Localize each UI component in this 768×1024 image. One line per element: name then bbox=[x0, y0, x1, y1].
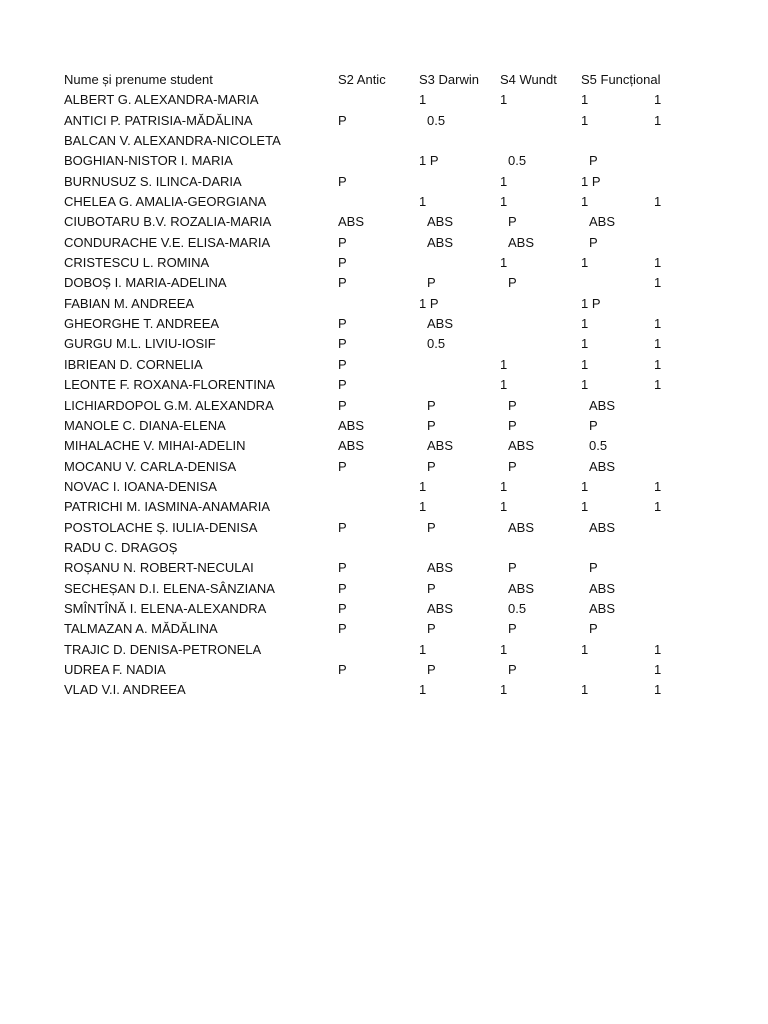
grade-cell-s5: 1 bbox=[581, 316, 589, 332]
grade-cell-s4: 0.5 bbox=[508, 600, 527, 616]
grade-cell-s6: 1 bbox=[654, 682, 662, 698]
table-row bbox=[64, 599, 664, 619]
grade-cell-s6: 1 bbox=[654, 275, 662, 291]
grade-cell-s5: ABS bbox=[589, 580, 616, 596]
grade-cell-s5: 1 bbox=[581, 255, 589, 271]
grade-cell-s2: P bbox=[338, 397, 347, 413]
grade-cell-s6: 1 bbox=[654, 641, 662, 657]
table-row bbox=[64, 273, 664, 293]
grade-cell-s5: ABS bbox=[589, 214, 616, 230]
grade-cell-s4: 1 bbox=[500, 255, 508, 271]
grade-cell-s5: P bbox=[589, 417, 598, 433]
table-row bbox=[64, 212, 664, 232]
header-name: Nume și prenume student bbox=[64, 72, 213, 87]
grade-cell-s4: P bbox=[508, 397, 517, 413]
table-row bbox=[64, 172, 664, 192]
grade-cell-s3: P bbox=[427, 580, 436, 596]
grade-cell-s5: P bbox=[589, 621, 598, 637]
table-row bbox=[64, 294, 664, 314]
student-name: POSTOLACHE Ș. IULIA-DENISA bbox=[64, 519, 258, 535]
table-row bbox=[64, 640, 664, 660]
student-name: MIHALACHE V. MIHAI-ADELIN bbox=[64, 438, 246, 454]
grade-cell-s2: P bbox=[338, 112, 347, 128]
grade-cell-s2: ABS bbox=[338, 438, 365, 454]
grade-cell-s3: 1 bbox=[419, 92, 427, 108]
grade-cell-s3: 0.5 bbox=[427, 112, 446, 128]
student-name: CONDURACHE V.E. ELISA-MARIA bbox=[64, 234, 271, 250]
grade-cell-s4: 1 bbox=[500, 499, 508, 515]
grade-cell-s4: P bbox=[508, 275, 517, 291]
grade-cell-s4: P bbox=[508, 560, 517, 576]
header-s4: S4 Wundt bbox=[500, 72, 557, 87]
grade-cell-s3: ABS bbox=[427, 316, 454, 332]
grade-cell-s6: 1 bbox=[654, 377, 662, 393]
grade-cell-s4: 1 bbox=[500, 92, 508, 108]
grade-cell-s2: ABS bbox=[338, 417, 365, 433]
student-name: TRAJIC D. DENISA-PETRONELA bbox=[64, 641, 262, 657]
student-name: ALBERT G. ALEXANDRA-MARIA bbox=[64, 92, 259, 108]
student-name: MOCANU V. CARLA-DENISA bbox=[64, 458, 237, 474]
grade-cell-s4: P bbox=[508, 621, 517, 637]
grade-cell-s5: 1 bbox=[581, 641, 589, 657]
grade-cell-s3: P bbox=[427, 661, 436, 677]
grade-cell-s2: P bbox=[338, 275, 347, 291]
student-name: BURNUSUZ S. ILINCA-DARIA bbox=[64, 173, 242, 189]
grade-cell-s4: ABS bbox=[508, 580, 535, 596]
table-row bbox=[64, 579, 664, 599]
grade-cell-s5: 1 bbox=[581, 112, 589, 128]
student-name: CIUBOTARU B.V. ROZALIA-MARIA bbox=[64, 214, 272, 230]
grade-cell-s2: P bbox=[338, 336, 347, 352]
student-name: ANTICI P. PATRISIA-MĂDĂLINA bbox=[64, 112, 253, 128]
grade-cell-s5: ABS bbox=[589, 600, 616, 616]
table-row bbox=[64, 619, 664, 639]
grade-cell-s5: ABS bbox=[589, 458, 616, 474]
grade-cell-s3: 1 bbox=[419, 194, 427, 210]
grade-cell-s3: P bbox=[427, 458, 436, 474]
grade-cell-s5: ABS bbox=[589, 397, 616, 413]
attendance-sheet bbox=[64, 70, 664, 701]
student-name: CRISTESCU L. ROMINA bbox=[64, 255, 210, 271]
grade-cell-s5: P bbox=[589, 560, 598, 576]
grade-cell-s5: 1 bbox=[581, 194, 589, 210]
table-row bbox=[64, 660, 664, 680]
grade-cell-s4: 1 bbox=[500, 194, 508, 210]
student-name: TALMAZAN A. MĂDĂLINA bbox=[64, 621, 218, 637]
grade-cell-s6: 1 bbox=[654, 661, 662, 677]
table-row bbox=[64, 416, 664, 436]
grade-cell-s6: 1 bbox=[654, 194, 662, 210]
grade-cell-s2: P bbox=[338, 560, 347, 576]
grade-cell-s2: P bbox=[338, 600, 347, 616]
grade-cell-s4: ABS bbox=[508, 519, 535, 535]
grade-cell-s4: 1 bbox=[500, 377, 508, 393]
grade-cell-s5: 1 bbox=[581, 478, 589, 494]
grade-cell-s5: 1 bbox=[581, 499, 589, 515]
grade-cell-s3: 1 P bbox=[419, 153, 439, 169]
grade-cell-s2: P bbox=[338, 580, 347, 596]
student-name: LICHIARDOPOL G.M. ALEXANDRA bbox=[64, 397, 274, 413]
table-row bbox=[64, 457, 664, 477]
grade-cell-s2: ABS bbox=[338, 214, 365, 230]
grade-cell-s3: ABS bbox=[427, 560, 454, 576]
table-row bbox=[64, 233, 664, 253]
table-row bbox=[64, 253, 664, 273]
table-row bbox=[64, 355, 664, 375]
header-s5: S5 Funcțional bbox=[581, 72, 661, 87]
grade-cell-s3: 0.5 bbox=[427, 336, 446, 352]
student-name: GURGU M.L. LIVIU-IOSIF bbox=[64, 336, 216, 352]
header-row bbox=[64, 70, 664, 90]
grade-cell-s3: ABS bbox=[427, 438, 454, 454]
grade-cell-s4: 1 bbox=[500, 356, 508, 372]
student-name: NOVAC I. IOANA-DENISA bbox=[64, 478, 217, 494]
grade-cell-s6: 1 bbox=[654, 478, 662, 494]
grade-cell-s3: P bbox=[427, 417, 436, 433]
grade-cell-s6: 1 bbox=[654, 356, 662, 372]
student-name: GHEORGHE T. ANDREEA bbox=[64, 316, 220, 332]
grade-cell-s4: 1 bbox=[500, 682, 508, 698]
table-row bbox=[64, 314, 664, 334]
grade-cell-s5: 1 P bbox=[581, 173, 601, 189]
grade-cell-s6: 1 bbox=[654, 336, 662, 352]
student-name: LEONTE F. ROXANA-FLORENTINA bbox=[64, 377, 275, 393]
table-row bbox=[64, 497, 664, 517]
grade-cell-s4: 1 bbox=[500, 641, 508, 657]
student-name: PATRICHI M. IASMINA-ANAMARIA bbox=[64, 499, 271, 515]
grade-cell-s2: P bbox=[338, 377, 347, 393]
grade-cell-s2: P bbox=[338, 661, 347, 677]
grade-cell-s3: 1 bbox=[419, 478, 427, 494]
table-row bbox=[64, 111, 664, 131]
student-rows bbox=[64, 90, 664, 700]
grade-cell-s3: P bbox=[427, 397, 436, 413]
grade-cell-s2: P bbox=[338, 356, 347, 372]
grade-cell-s2: P bbox=[338, 234, 347, 250]
grade-cell-s6: 1 bbox=[654, 112, 662, 128]
student-name: BOGHIAN-NISTOR I. MARIA bbox=[64, 153, 233, 169]
grade-cell-s3: ABS bbox=[427, 234, 454, 250]
grade-cell-s3: 1 bbox=[419, 682, 427, 698]
grade-cell-s2: P bbox=[338, 621, 347, 637]
student-name: IBRIEAN D. CORNELIA bbox=[64, 356, 203, 372]
grade-cell-s4: ABS bbox=[508, 234, 535, 250]
grade-cell-s3: 1 P bbox=[419, 295, 439, 311]
student-name: SECHEȘAN D.I. ELENA-SÂNZIANA bbox=[64, 580, 275, 596]
student-name: VLAD V.I. ANDREEA bbox=[64, 682, 186, 698]
grade-cell-s3: ABS bbox=[427, 600, 454, 616]
grade-cell-s5: P bbox=[589, 153, 598, 169]
table-row bbox=[64, 192, 664, 212]
student-name: SMÎNTÎNĂ I. ELENA-ALEXANDRA bbox=[64, 600, 267, 616]
grade-cell-s5: 1 bbox=[581, 682, 589, 698]
grade-cell-s4: P bbox=[508, 458, 517, 474]
grade-cell-s2: P bbox=[338, 255, 347, 271]
grade-cell-s4: P bbox=[508, 661, 517, 677]
grade-cell-s6: 1 bbox=[654, 316, 662, 332]
table-row bbox=[64, 151, 664, 171]
grade-cell-s3: ABS bbox=[427, 214, 454, 230]
grade-cell-s4: 1 bbox=[500, 173, 508, 189]
grade-cell-s6: 1 bbox=[654, 255, 662, 271]
table-row bbox=[64, 396, 664, 416]
table-row bbox=[64, 334, 664, 354]
grade-cell-s3: P bbox=[427, 621, 436, 637]
table-row bbox=[64, 680, 664, 700]
student-name: ROȘANU N. ROBERT-NECULAI bbox=[64, 560, 254, 576]
table-row bbox=[64, 518, 664, 538]
table-row bbox=[64, 558, 664, 578]
grade-cell-s2: P bbox=[338, 316, 347, 332]
grade-cell-s6: 1 bbox=[654, 499, 662, 515]
grade-cell-s2: P bbox=[338, 458, 347, 474]
grade-cell-s4: 0.5 bbox=[508, 153, 527, 169]
grade-cell-s5: 1 P bbox=[581, 295, 601, 311]
grade-cell-s4: 1 bbox=[500, 478, 508, 494]
student-name: UDREA F. NADIA bbox=[64, 661, 166, 677]
table-row bbox=[64, 375, 664, 395]
student-name: CHELEA G. AMALIA-GEORGIANA bbox=[64, 194, 267, 210]
grade-cell-s3: 1 bbox=[419, 641, 427, 657]
grade-cell-s5: 1 bbox=[581, 336, 589, 352]
grade-cell-s4: P bbox=[508, 214, 517, 230]
table-row bbox=[64, 436, 664, 456]
grade-cell-s5: 1 bbox=[581, 377, 589, 393]
grade-cell-s5: ABS bbox=[589, 519, 616, 535]
grade-cell-s2: P bbox=[338, 173, 347, 189]
grade-cell-s3: P bbox=[427, 519, 436, 535]
grade-cell-s4: P bbox=[508, 417, 517, 433]
grade-cell-s5: 0.5 bbox=[589, 438, 608, 454]
grade-cell-s3: 1 bbox=[419, 499, 427, 515]
table-row bbox=[64, 131, 664, 151]
table-row bbox=[64, 90, 664, 110]
table-row bbox=[64, 538, 664, 558]
grade-cell-s2: P bbox=[338, 519, 347, 535]
student-name: RADU C. DRAGOȘ bbox=[64, 539, 178, 555]
grade-cell-s5: 1 bbox=[581, 356, 589, 372]
grade-cell-s6: 1 bbox=[654, 92, 662, 108]
grade-cell-s3: P bbox=[427, 275, 436, 291]
header-s2: S2 Antic bbox=[338, 72, 386, 87]
grade-cell-s4: ABS bbox=[508, 438, 535, 454]
grade-cell-s5: P bbox=[589, 234, 598, 250]
header-s3: S3 Darwin bbox=[419, 72, 479, 87]
student-name: DOBOȘ I. MARIA-ADELINA bbox=[64, 275, 227, 291]
student-name: BALCAN V. ALEXANDRA-NICOLETA bbox=[64, 133, 281, 149]
student-name: FABIAN M. ANDREEA bbox=[64, 295, 195, 311]
table-row bbox=[64, 477, 664, 497]
student-name: MANOLE C. DIANA-ELENA bbox=[64, 417, 226, 433]
grade-cell-s5: 1 bbox=[581, 92, 589, 108]
